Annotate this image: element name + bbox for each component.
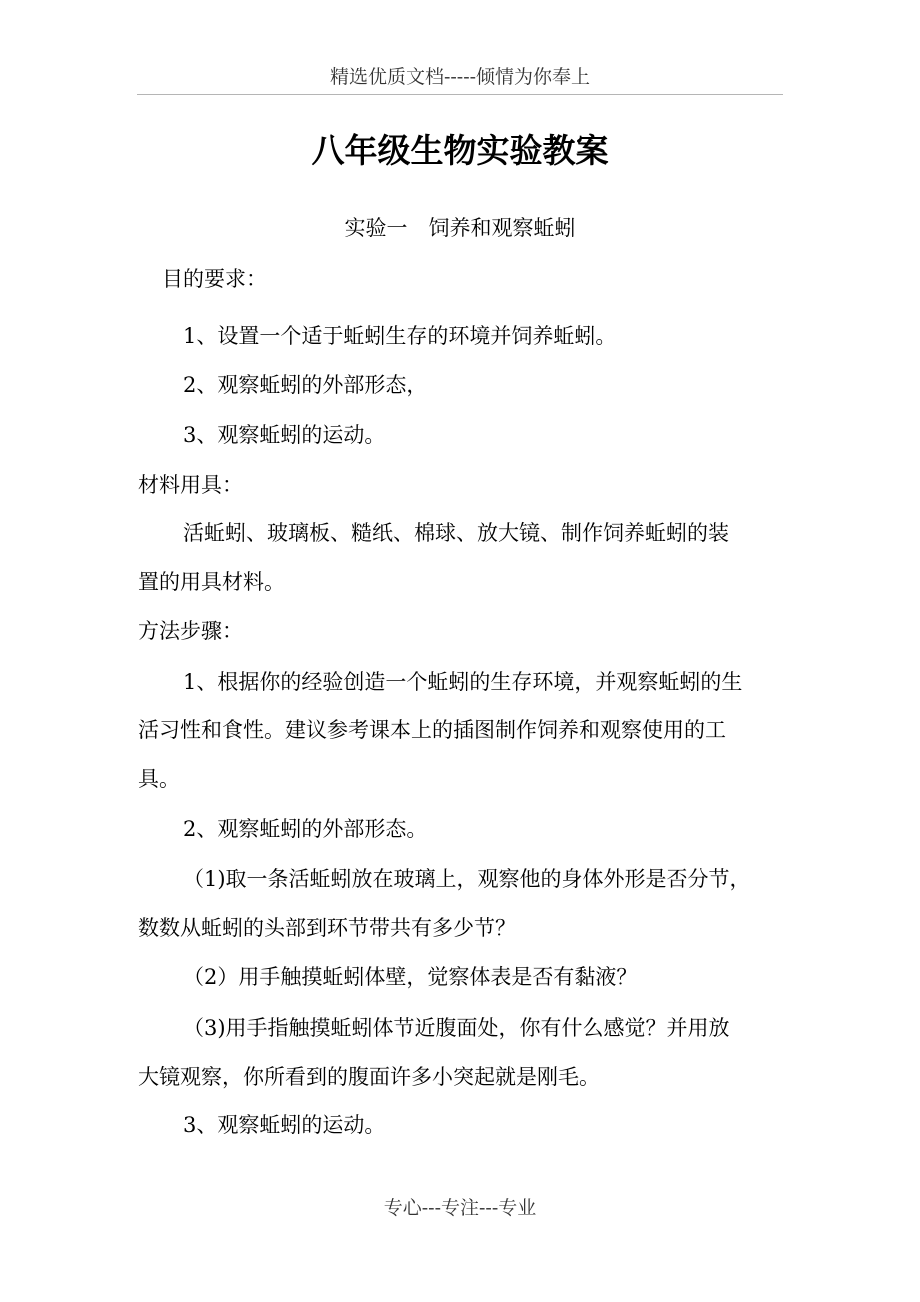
objective-item-1: 1、设置一个适于蚯蚓生存的环境并饲养蚯蚓。 (183, 324, 617, 348)
header-rule (137, 94, 783, 95)
step-1-line-2: 活习性和食性。建议参考课本上的插图制作饲养和观察使用的工 (138, 718, 726, 742)
step-2-item-2: （2）用手触摸蚯蚓体壁，觉察体表是否有黏液？ (183, 965, 638, 989)
step-2-item-3-line-1: （3)用手指触摸蚯蚓体节近腹面处，你有什么感觉？并用放 (183, 1016, 730, 1040)
section-heading-methods: 方法步骤： (138, 619, 243, 643)
section-heading-objectives: 目的要求： (162, 267, 267, 291)
step-1-line-1: 1、根据你的经验创造一个蚯蚓的生存环境，并观察蚯蚓的生 (183, 670, 743, 694)
materials-paragraph-line-1: 活蚯蚓、玻璃板、糙纸、棉球、放大镜、制作饲养蚯蚓的装 (183, 521, 729, 545)
document-title: 八年级生物实验教案 (311, 131, 609, 170)
section-heading-materials: 材料用具： (138, 473, 243, 497)
step-2-heading: 2、观察蚯蚓的外部形态。 (183, 817, 428, 841)
step-3-heading: 3、观察蚯蚓的运动。 (183, 1113, 386, 1137)
step-2-item-1-line-2: 数数从蚯蚓的头部到环节带共有多少节？ (138, 916, 516, 940)
step-1-line-3: 具。 (138, 767, 180, 791)
objective-item-3: 3、观察蚯蚓的运动。 (183, 423, 386, 447)
step-2-item-1-line-1: （1)取一条活蚯蚓放在玻璃上，观察他的身体外形是否分节， (183, 867, 751, 891)
materials-paragraph-line-2: 置的用具材料。 (138, 570, 285, 594)
page-header: 精选优质文档-----倾情为你奉上 (329, 66, 591, 88)
step-2-item-3-line-2: 大镜观察，你所看到的腹面许多小突起就是刚毛。 (138, 1065, 600, 1089)
page-footer: 专心---专注---专业 (383, 1197, 537, 1219)
experiment-subtitle: 实验一 饲养和观察蚯蚓 (344, 216, 576, 240)
objective-item-2: 2、观察蚯蚓的外部形态， (183, 373, 428, 397)
